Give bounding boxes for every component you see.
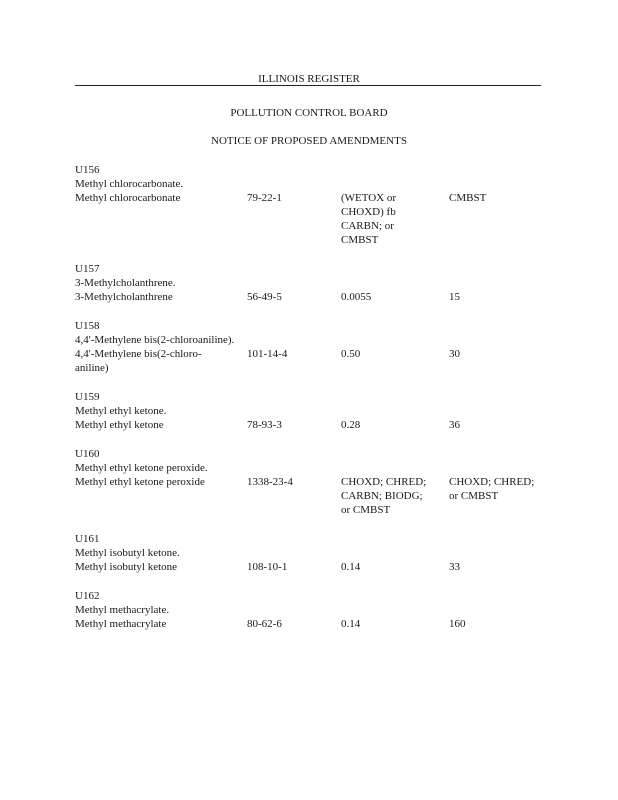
waste-code: U156	[75, 164, 100, 176]
agency-title: POLLUTION CONTROL BOARD	[230, 107, 388, 119]
waste-code: U159	[75, 391, 100, 403]
constituent-name: Methyl chlorocarbonate	[75, 192, 181, 204]
constituent-name: Methyl ethyl ketone peroxide	[75, 476, 205, 488]
nonwastewater-standard: or CMBST	[449, 490, 499, 502]
notice-title: NOTICE OF PROPOSED AMENDMENTS	[211, 135, 407, 147]
constituent-name: 3-Methylcholanthrene	[75, 291, 173, 303]
waste-code: U161	[75, 533, 100, 545]
waste-description: 3-Methylcholanthrene.	[75, 277, 176, 289]
header-rule	[75, 85, 541, 86]
constituent-name: Methyl ethyl ketone	[75, 419, 164, 431]
wastewater-standard: 0.0055	[341, 291, 372, 303]
nonwastewater-standard: 160	[449, 618, 466, 630]
cas-number: 78-93-3	[247, 419, 282, 431]
constituent-name: aniline)	[75, 362, 109, 374]
waste-description: Methyl ethyl ketone peroxide.	[75, 462, 208, 474]
nonwastewater-standard: 30	[449, 348, 460, 360]
nonwastewater-standard: 15	[449, 291, 460, 303]
nonwastewater-standard: CMBST	[449, 192, 487, 204]
waste-description: 4,4'-Methylene bis(2-chloroaniline).	[75, 334, 235, 346]
wastewater-standard: CARBN; or	[341, 220, 394, 232]
waste-description: Methyl methacrylate.	[75, 604, 170, 616]
wastewater-standard: 0.14	[341, 561, 361, 573]
waste-description: Methyl chlorocarbonate.	[75, 178, 184, 190]
nonwastewater-standard: CHOXD; CHRED;	[449, 476, 535, 488]
cas-number: 108-10-1	[247, 561, 288, 573]
wastewater-standard: CMBST	[341, 234, 379, 246]
wastewater-standard: CHOXD) fb	[341, 206, 396, 218]
constituent-name: Methyl methacrylate	[75, 618, 167, 630]
register-title: ILLINOIS REGISTER	[258, 73, 360, 85]
constituent-name: Methyl isobutyl ketone	[75, 561, 178, 573]
wastewater-standard: 0.28	[341, 419, 361, 431]
wastewater-standard: 0.14	[341, 618, 361, 630]
wastewater-standard: CARBN; BIODG;	[341, 490, 423, 502]
cas-number: 79-22-1	[247, 192, 282, 204]
waste-description: Methyl ethyl ketone.	[75, 405, 167, 417]
waste-code: U162	[75, 590, 100, 602]
wastewater-standard: or CMBST	[341, 504, 391, 516]
cas-number: 101-14-4	[247, 348, 288, 360]
waste-code: U160	[75, 448, 100, 460]
wastewater-standard: CHOXD; CHRED;	[341, 476, 427, 488]
waste-code: U157	[75, 263, 100, 275]
nonwastewater-standard: 36	[449, 419, 460, 431]
cas-number: 56-49-5	[247, 291, 282, 303]
wastewater-standard: 0.50	[341, 348, 361, 360]
cas-number: 80-62-6	[247, 618, 282, 630]
cas-number: 1338-23-4	[247, 476, 293, 488]
constituent-name: 4,4'-Methylene bis(2-chloro-	[75, 348, 202, 360]
waste-code: U158	[75, 320, 100, 332]
nonwastewater-standard: 33	[449, 561, 460, 573]
wastewater-standard: (WETOX or	[341, 192, 397, 204]
waste-description: Methyl isobutyl ketone.	[75, 547, 180, 559]
